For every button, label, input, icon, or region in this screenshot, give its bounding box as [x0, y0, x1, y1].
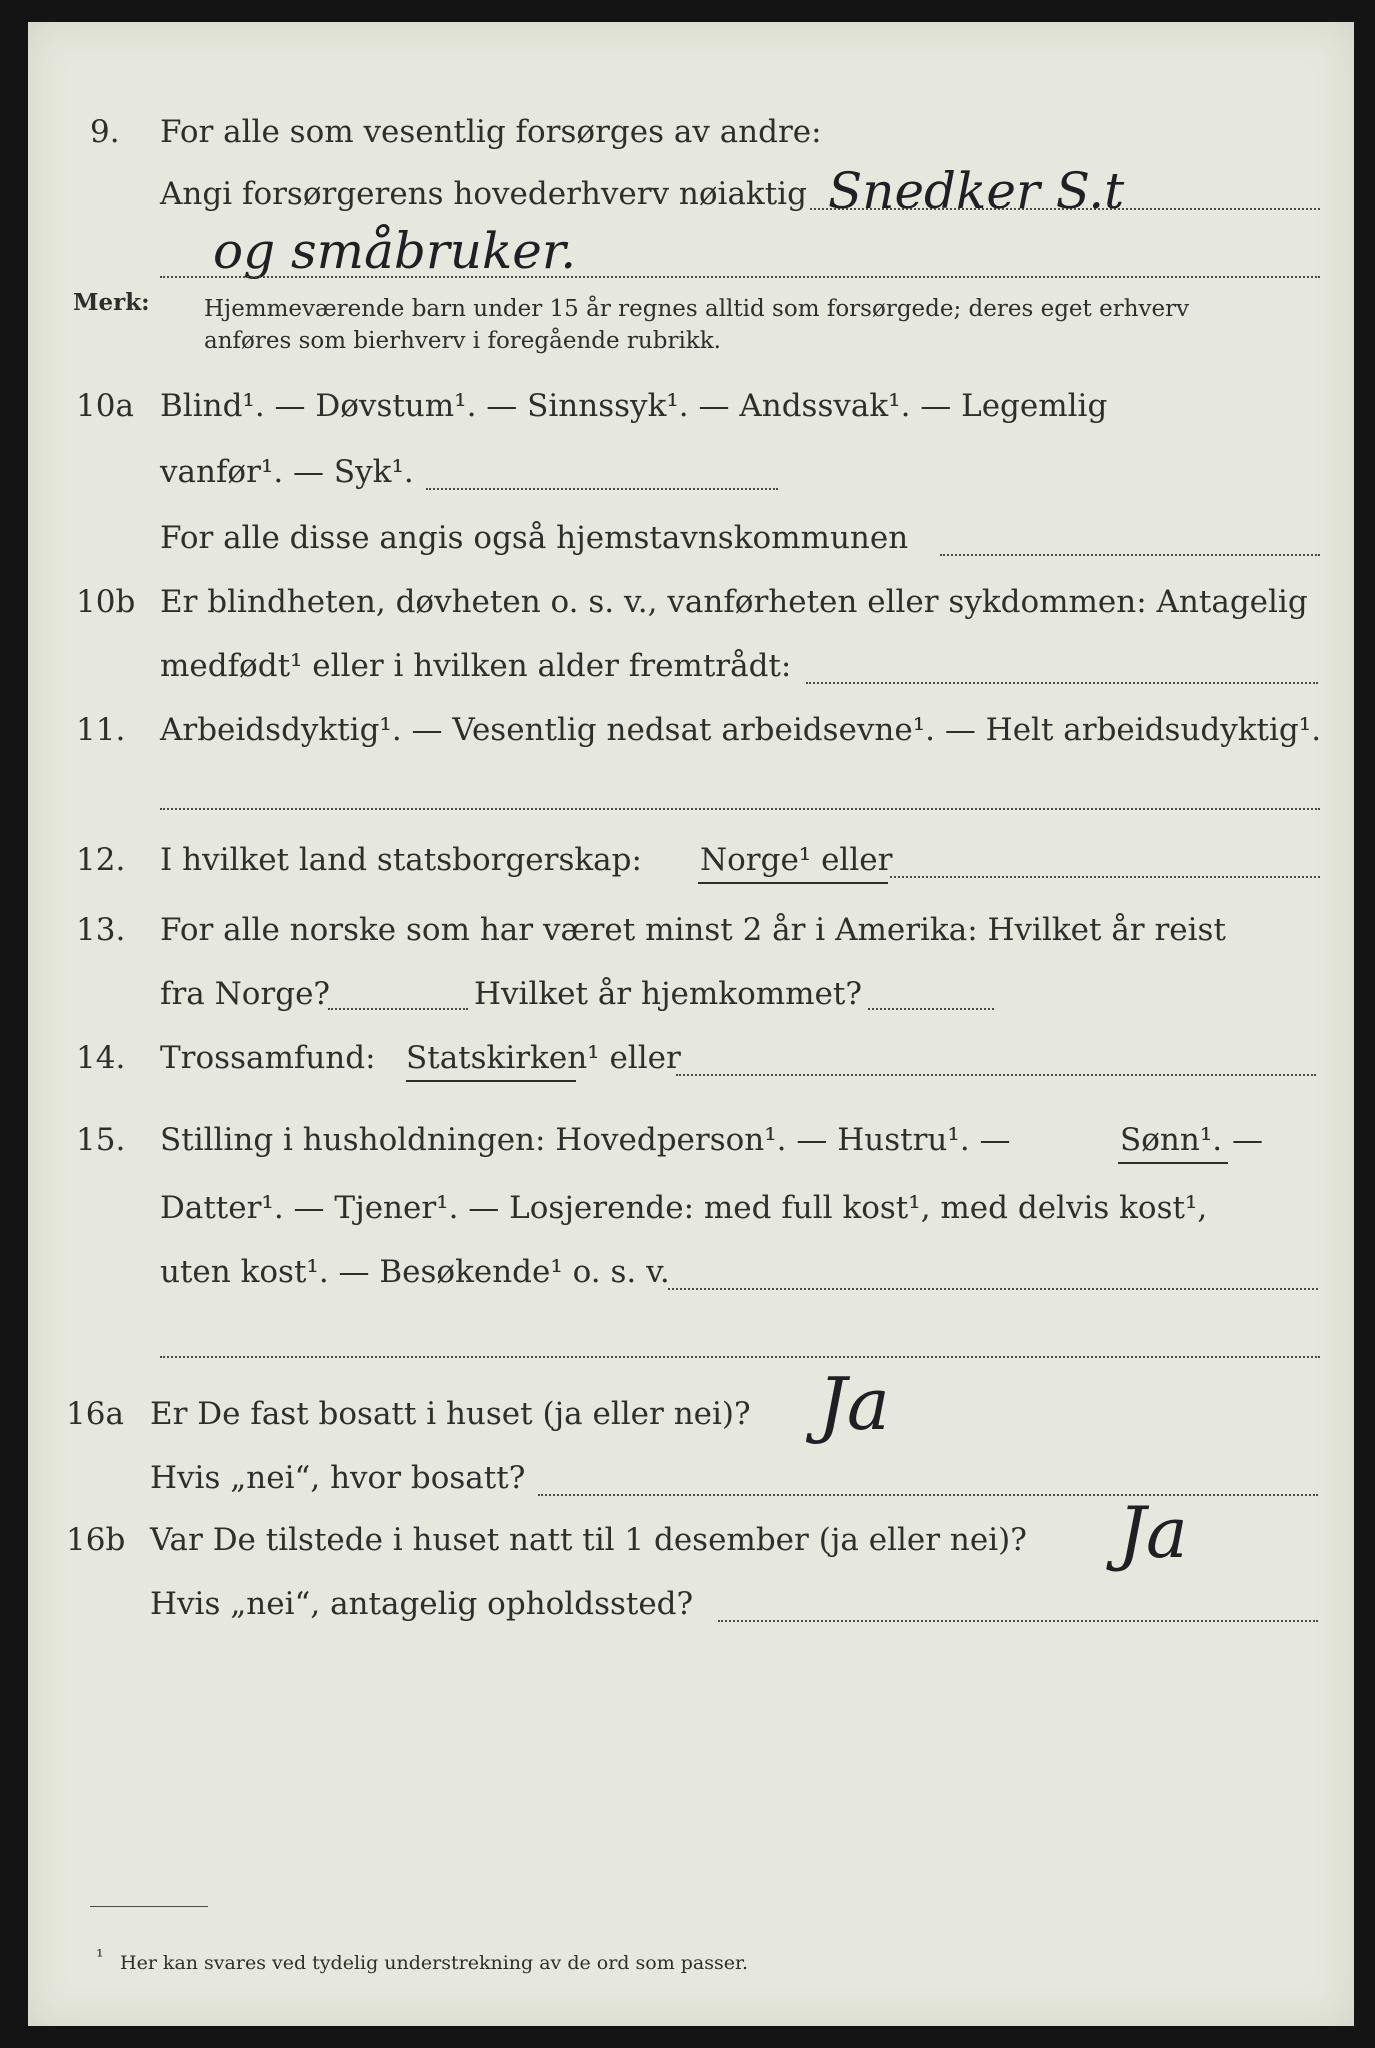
q12-answer: Norge¹ eller: [700, 842, 893, 878]
q12-number: 12.: [76, 842, 126, 878]
q16a-number: 16a: [66, 1396, 124, 1432]
q16b-answer-line: [718, 1620, 1318, 1622]
q10a-number: 10a: [76, 388, 134, 424]
merk-line1: Hjemmeværende barn under 15 år regnes alltid som forsørgede; deres eget erhverv: [204, 296, 1190, 322]
q13-reist-line: [328, 1008, 468, 1010]
q16a-handwritten-answer: Ja: [818, 1362, 890, 1446]
q11-number: 11.: [76, 712, 126, 748]
q13-line2a: fra Norge?: [160, 976, 331, 1012]
q13-number: 13.: [76, 912, 126, 948]
q14-answer: Statskirken¹ eller: [406, 1040, 681, 1076]
q15-answer-line2: [160, 1356, 1320, 1358]
q15-line3: uten kost¹. — Besøkende¹ o. s. v.: [160, 1254, 670, 1290]
merk-label: Merk:: [73, 289, 150, 316]
q15-line2: Datter¹. — Tjener¹. — Losjerende: med full kost¹, med delvis kost¹,: [160, 1190, 1208, 1226]
q16b-handwritten-answer: Ja: [1118, 1492, 1188, 1574]
footnote-mark: ¹: [96, 1946, 104, 1968]
q9-handwritten-answer2: og småbruker.: [213, 222, 577, 280]
q11-answer-line: [160, 808, 1320, 810]
q13-line1: For alle norske som har været minst 2 år i Amerika: Hvilket år reist: [160, 912, 1226, 948]
q11-line1: Arbeidsdyktig¹. — Vesentlig nedsat arbeidsevne¹. — Helt arbeidsudyktig¹.: [160, 712, 1322, 748]
census-form-page: [28, 22, 1354, 2026]
q15-number: 15.: [76, 1122, 126, 1158]
q16b-line2: Hvis „nei“, antagelig opholdssted?: [150, 1586, 694, 1622]
q9-handwritten-answer1: Snedker S.t: [828, 162, 1125, 220]
q9-answer-line2: [160, 276, 1320, 278]
q10a-syk-line: [426, 488, 778, 490]
q14-number: 14.: [76, 1040, 126, 1076]
q14-handwritten-underline: [406, 1080, 576, 1082]
footnote-rule: [90, 1906, 208, 1907]
q10a-line3: For alle disse angis også hjemstavnskommunen: [160, 520, 909, 556]
q16b-line1: Var De tilstede i huset natt til 1 desember (ja eller nei)?: [150, 1522, 1027, 1558]
q15-line1: Stilling i husholdningen: Hovedperson¹. — Hustru¹. —: [160, 1122, 1011, 1158]
q9-line1: For alle som vesentlig forsørges av andre:: [160, 114, 822, 150]
q13-hjemkommet-line: [868, 1008, 994, 1010]
q14-answer-line: [676, 1074, 1316, 1076]
q10a-kommune-line: [940, 554, 1320, 556]
q16a-line2: Hvis „nei“, hvor bosatt?: [150, 1460, 526, 1496]
q12-answer-line: [890, 876, 1320, 878]
q16b-number: 16b: [66, 1522, 126, 1558]
q15-line1b: Sønn¹. —: [1120, 1122, 1263, 1158]
q10b-line2: medfødt¹ eller i hvilken alder fremtrådt:: [160, 648, 792, 684]
q16a-answer-line: [538, 1494, 1318, 1496]
q10b-number: 10b: [76, 584, 136, 620]
footnote-text: Her kan svares ved tydelig understrekning av de ord som passer.: [120, 1952, 749, 1974]
q12-line1: I hvilket land statsborgerskap:: [160, 842, 642, 878]
q15-answer-line1: [668, 1288, 1318, 1290]
q10a-line2: vanfør¹. — Syk¹.: [160, 454, 414, 490]
q10b-line1: Er blindheten, døvheten o. s. v., vanførheten eller sykdommen: Antagelig: [160, 584, 1308, 620]
q14-line1: Trossamfund:: [160, 1040, 376, 1076]
q12-handwritten-underline: [698, 882, 888, 884]
q13-line2b: Hvilket år hjemkommet?: [474, 976, 862, 1012]
q10a-line1: Blind¹. — Døvstum¹. — Sinnssyk¹. — Andssvak¹. — Legemlig: [160, 388, 1108, 424]
q16a-line1: Er De fast bosatt i huset (ja eller nei)?: [150, 1396, 751, 1432]
q15-sonn-underline: [1118, 1162, 1228, 1164]
merk-line2: anføres som bierhverv i foregående rubrikk.: [204, 328, 721, 354]
q9-line2: Angi forsørgerens hovederhverv nøiaktig: [160, 176, 807, 212]
q10b-answer-line: [806, 682, 1318, 684]
q9-number: 9.: [90, 114, 120, 150]
